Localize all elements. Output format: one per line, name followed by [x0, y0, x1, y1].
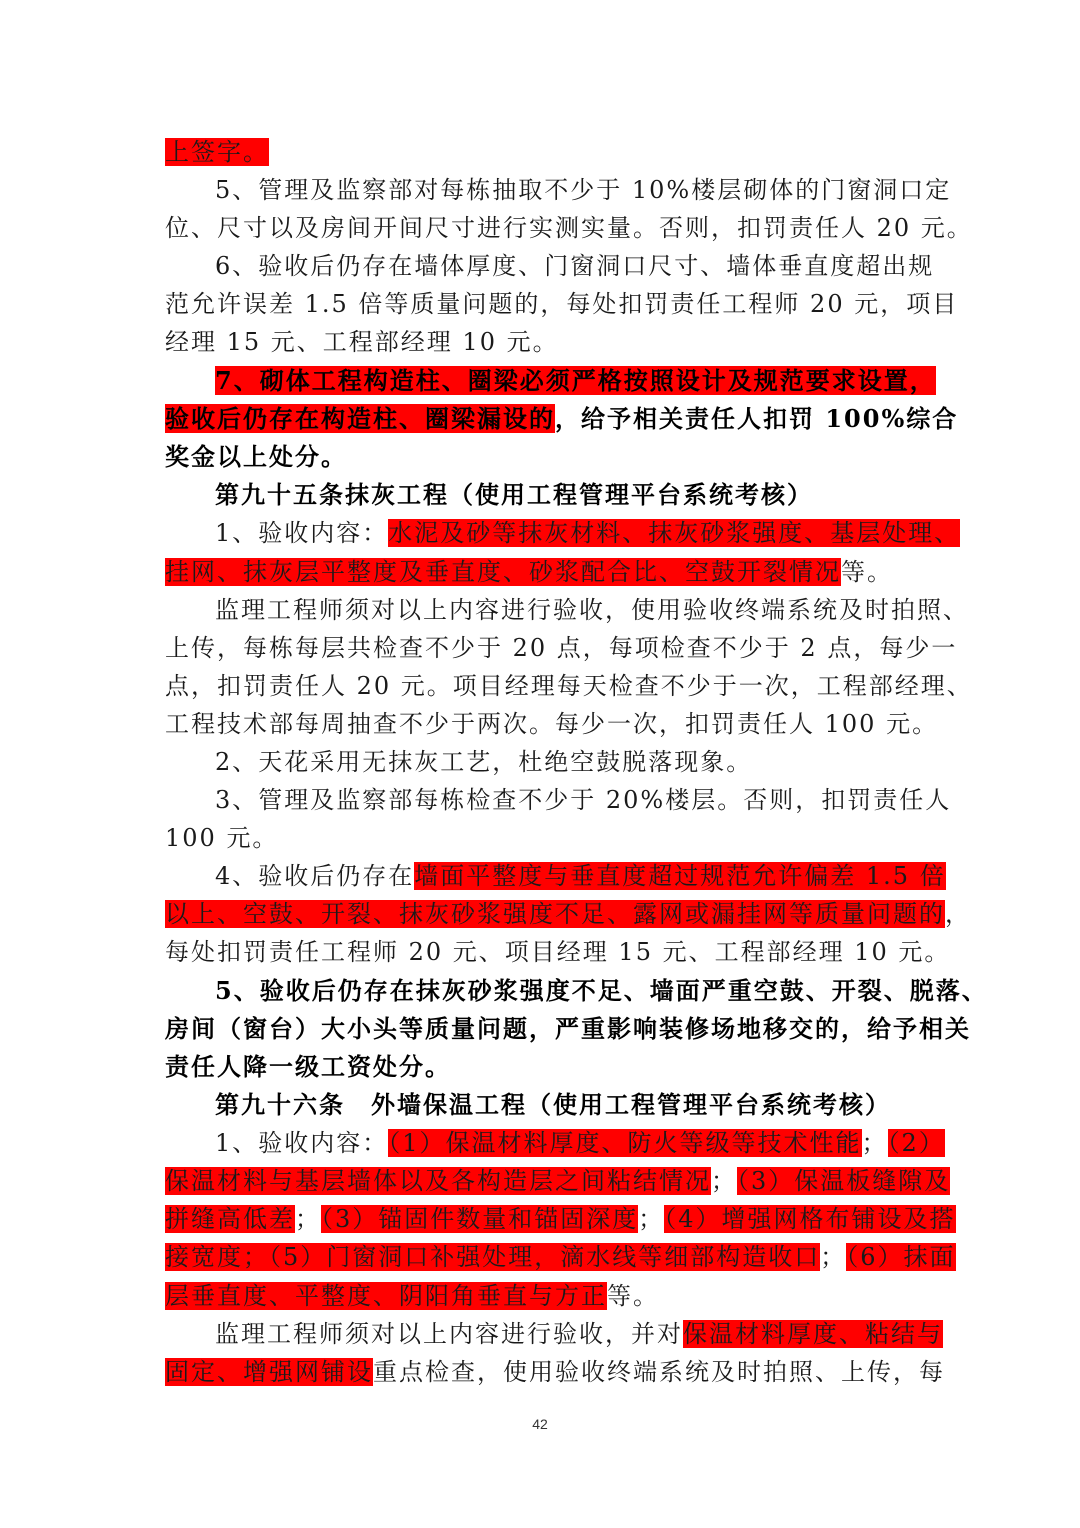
text-line-16	[165, 705, 938, 743]
text-segment: 点，扣罚责任人 20 元。项目经理每天检查不少于一次，工程部经理、	[165, 672, 973, 700]
text-line-17	[215, 743, 752, 781]
text-segment: 6、验收后仍存在墙体厚度、门窗洞口尺寸、墙体垂直度超出规	[215, 252, 935, 280]
text-line-18	[215, 781, 951, 819]
text-line-8	[165, 400, 958, 438]
text-segment: 等。	[607, 1282, 659, 1310]
highlighted-text: 墙面平整度与垂直度超过规范允许偏差 1.5 倍	[414, 862, 946, 890]
text-line-7	[215, 362, 936, 400]
text-line-12	[165, 553, 893, 591]
highlighted-text: （4）增强网格布铺设及搭	[664, 1205, 956, 1233]
highlighted-text: 7、	[215, 366, 260, 395]
text-line-28	[165, 1162, 950, 1200]
highlighted-text: （1）保温材料厚度、防火等级等技术性能	[388, 1129, 862, 1157]
text-line-25	[165, 1048, 451, 1086]
highlighted-text: 以上、空鼓、开裂、抹灰砂浆强度不足、露网或漏挂网等质量问题的	[165, 900, 945, 928]
highlighted-text: 砌体工程构造柱、圈梁必须严格按照设计及规范要求设置，	[259, 366, 936, 395]
text-line-9	[165, 438, 347, 476]
text-line-13	[215, 591, 969, 629]
text-line-4	[215, 247, 934, 285]
text-segment: 5、管理及监察部对每栋抽取不少于 10%楼层砌体的门窗洞口定	[215, 176, 952, 204]
text-segment: ；	[820, 1243, 847, 1271]
text-segment: 第九十六条 外墙保温工程（使用工程管理平台系统考核）	[215, 1090, 891, 1119]
text-line-23	[215, 972, 988, 1010]
text-segment: ；	[861, 1129, 888, 1157]
text-line-32	[215, 1315, 943, 1353]
text-segment: 等。	[841, 558, 893, 586]
text-segment: ；	[711, 1167, 737, 1195]
section-heading-96	[215, 1086, 891, 1124]
text-segment: ，给予相关责任人扣罚 100%综合	[555, 404, 959, 433]
text-segment: 监理工程师须对以上内容进行验收，使用验收终端系统及时拍照、	[215, 596, 969, 624]
text-line-27	[215, 1124, 945, 1162]
text-segment: 范允许误差 1.5 倍等质量问题的，每处扣罚责任工程师 20 元，项目	[165, 290, 959, 318]
text-segment: 2、天花采用无抹灰工艺，杜绝空鼓脱落现象。	[215, 748, 753, 776]
text-line-5	[165, 285, 958, 323]
text-segment: 重点检查，使用验收终端系统及时拍照、上传，每	[373, 1358, 945, 1386]
text-segment: 5、验收后仍存在抹灰砂浆强度不足、墙面严重空鼓、开裂、脱落、	[215, 976, 988, 1005]
text-segment: 4、验收后仍存在	[215, 862, 415, 890]
highlighted-text: 保温材料与基层墙体以及各构造层之间粘结情况	[165, 1167, 711, 1195]
text-segment: 监理工程师须对以上内容进行验收，并对	[215, 1320, 683, 1348]
text-line-1	[165, 133, 269, 171]
highlighted-text: （3）锚固件数量和锚固深度	[321, 1205, 639, 1233]
text-segment: 位、尺寸以及房间开间尺寸进行实测实量。否则，扣罚责任人 20 元。	[165, 214, 973, 242]
text-segment: 上传，每栋每层共检查不少于 20 点，每项检查不少于 2 点，每少一	[165, 634, 958, 662]
text-segment: ；	[295, 1205, 321, 1233]
text-segment: 责任人降一级工资处分。	[165, 1052, 451, 1081]
text-segment: 1、验收内容：	[215, 519, 389, 547]
highlighted-text: 接宽度；（5）门窗洞口补强处理，滴水线等细部构造收口	[165, 1243, 821, 1271]
text-line-19	[165, 819, 278, 857]
highlighted-text: （2）	[887, 1129, 945, 1157]
text-line-22	[165, 933, 950, 971]
text-segment: 第九十五条抹灰工程（使用工程管理平台系统考核）	[215, 480, 813, 509]
section-heading-95	[215, 476, 813, 514]
text-line-33	[165, 1353, 945, 1391]
text-segment: 1、验收内容：	[215, 1129, 389, 1157]
text-segment: ；	[638, 1205, 665, 1233]
text-line-30	[165, 1238, 956, 1276]
highlighted-text: 保温材料厚度、粘结与	[683, 1320, 943, 1348]
highlighted-text: 挂网、抹灰层平整度及垂直度、砂浆配合比、空鼓开裂情况	[165, 558, 841, 586]
text-segment: 房间（窗台）大小头等质量问题，严重影响装修场地移交的，给予相关	[165, 1014, 971, 1043]
page-number: 42	[532, 1416, 548, 1432]
text-segment: 每处扣罚责任工程师 20 元、项目经理 15 元、工程部经理 10 元。	[165, 938, 951, 966]
text-segment: 奖金以上处分。	[165, 442, 347, 471]
text-line-29	[165, 1200, 956, 1238]
text-segment: ，	[945, 900, 971, 928]
text-line-11	[215, 514, 960, 552]
text-line-15	[165, 667, 973, 705]
text-line-14	[165, 629, 957, 667]
text-line-20	[215, 857, 946, 895]
highlighted-text: （3）保温板缝隙及	[737, 1167, 951, 1195]
text-line-31	[165, 1277, 659, 1315]
text-segment: 3、管理及监察部每栋检查不少于 20%楼层。否则，扣罚责任人	[215, 786, 952, 814]
text-segment: 经理 15 元、工程部经理 10 元。	[165, 328, 559, 356]
highlighted-text: 固定、增强网铺设	[165, 1358, 373, 1386]
text-line-6	[165, 323, 559, 361]
text-line-24	[165, 1010, 971, 1048]
highlighted-text: （6）抹面	[846, 1243, 956, 1271]
text-line-3	[165, 209, 973, 247]
highlighted-text: 上签字。	[165, 138, 269, 166]
text-line-2	[215, 171, 951, 209]
text-segment: 100 元。	[165, 824, 279, 852]
highlighted-text: 水泥及砂等抹灰材料、抹灰砂浆强度、基层处理、	[388, 519, 961, 547]
highlighted-text: 层垂直度、平整度、阴阳角垂直与方正	[165, 1282, 607, 1310]
highlighted-text: 验收后仍存在构造柱、圈梁漏设的	[165, 404, 555, 433]
text-segment: 工程技术部每周抽查不少于两次。每少一次，扣罚责任人 100 元。	[165, 710, 939, 738]
text-line-21	[165, 895, 971, 933]
highlighted-text: 拼缝高低差	[165, 1205, 295, 1233]
